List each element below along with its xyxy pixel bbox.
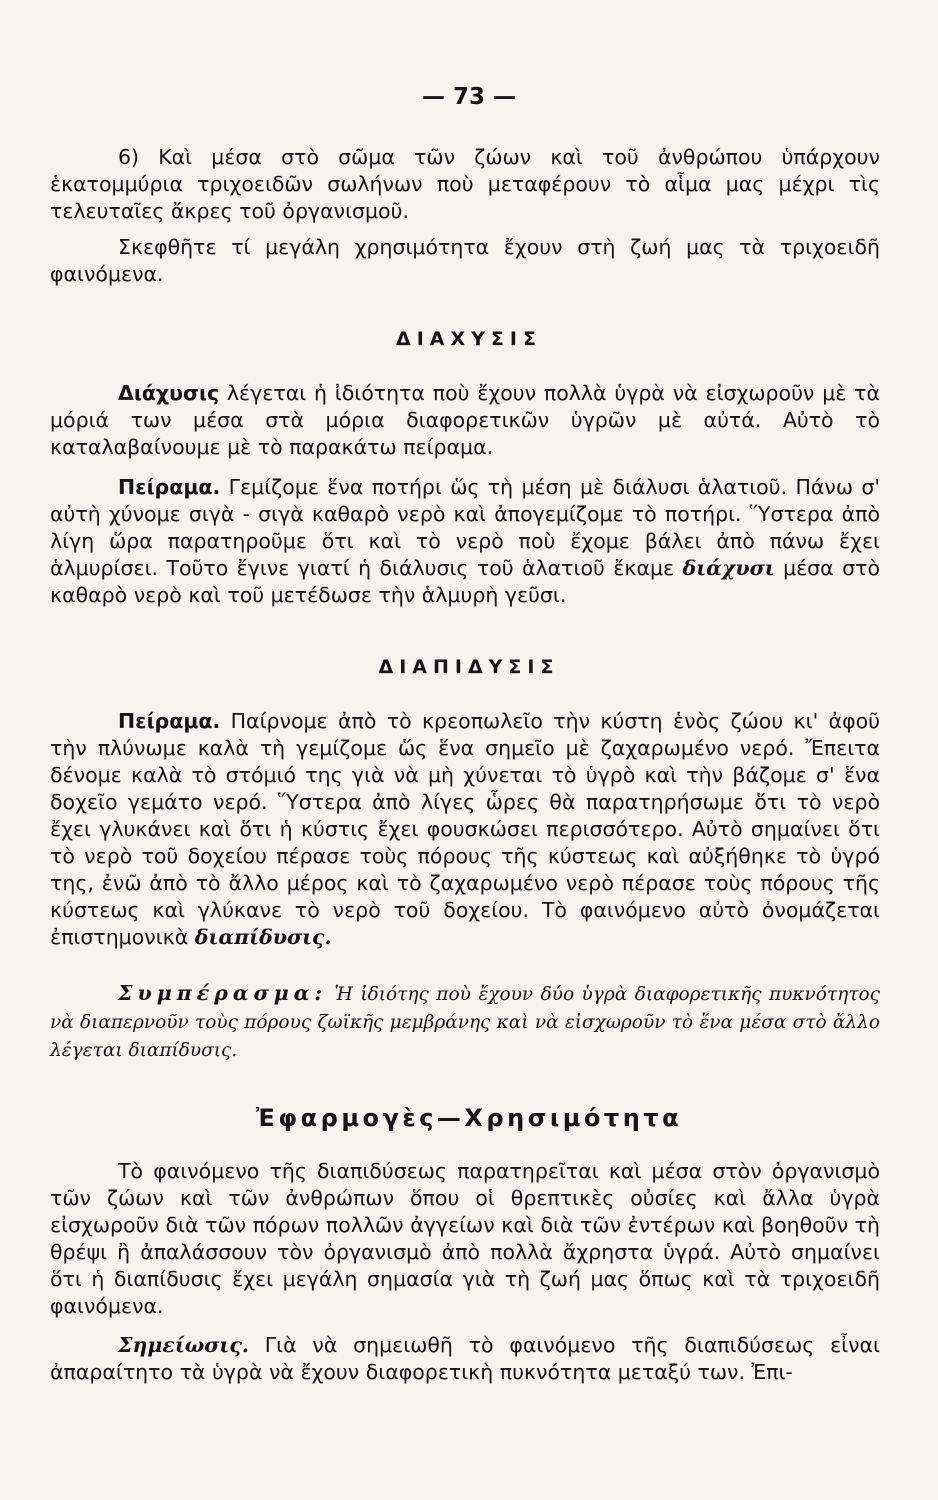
diachysis-term: Διάχυσις bbox=[118, 381, 220, 405]
intro-conclusion-text: Σκεφθῆτε τί μεγάλη χρησιμότητα ἔχουν στὴ ζωή μας τὰ τριχοειδῆ φαινόμενα. bbox=[50, 235, 880, 286]
diachysis-definition-text: λέγεται ἡ ἰδιότητα ποὺ ἔχουν πολλὰ ὑγρὰ νὰ εἰσχωροῦν μὲ τὰ μόριά των μέσα στὰ μόρια διαφορετικῶν ὑγρῶν μὲ αὐτά. Αὐτὸ τὸ καταλαβαίνουμε μὲ τὸ παρακάτω πείραμα. bbox=[50, 381, 880, 459]
intro-paragraph bbox=[50, 144, 880, 225]
diachysis-experiment-text-1: Γεμίζομε ἕνα ποτήρι ὥς τὴ μέση μὲ διάλυσι ἁλατιοῦ. Πάνω σ' αὐτὴ χύνομε σιγὰ - σιγὰ καθαρὸ νερὸ καὶ ἀπογεμίζομε τὸ ποτήρι. Ὕστερα ἀπὸ λίγη ὥρα παρατηροῦμε ὅτι καὶ τὸ νερὸ ποὺ ἔχομε βάλει ἀπὸ πάνω ἔχει ἁλμυρίσει. Τοῦτο ἔγινε γιατί ἡ διάλυσις τοῦ ἁλατιοῦ ἔκαμε bbox=[50, 475, 880, 580]
diachysis-definition-paragraph bbox=[50, 380, 880, 461]
applications-text: Τὸ φαινόμενο τῆς διαπιδύσεως παρατηρεῖται καὶ μέσα στὸν ὀργανισμὸ τῶν ζώων καὶ τῶν ἀνθρώπων ὅπου οἱ θρεπτικὲς οὐσίες καὶ ἄλλα ὑγρὰ εἰσχωροῦν διὰ τῶν πόρων πολλῶν ἀγγείων καὶ διὰ τῶν ἐντέρων καὶ βοηθοῦν τὴ θρέψι ἢ ἀπαλάσσουν τὸν ὀργανισμὸ ἀπὸ πολλὰ ἄχρηστα ὑγρά. Αὐτὸ σημαίνει ὅτι ἡ διαπίδυσις ἔχει μεγάλη σημασία γιὰ τὴ ζωή μας ὅπως καὶ τὰ τριχοειδῆ φαινόμενα. bbox=[50, 1159, 880, 1318]
diachysis-experiment-label: Πείραμα. bbox=[118, 475, 221, 499]
applications-paragraph bbox=[50, 1158, 880, 1320]
diapidysis-heading: ΔΙΑΠΙΔΥΣΙΣ bbox=[378, 656, 560, 678]
diachysis-experiment-paragraph bbox=[50, 474, 880, 609]
diachysis-italic-term: διάχυσι bbox=[682, 556, 775, 580]
applications-title: Ἐφαρμογὲς—Χρησιμότητα bbox=[255, 1104, 683, 1132]
conclusion-text: Ἡ ἰδιότης ποὺ ἔχουν δύο ὑγρὰ διαφορετικῆς πυκνότητος νὰ διαπερνοῦν τοὺς πόρους ζωϊκῆς μεμβράνης καὶ νὰ εἰσχωροῦν τὸ ἕνα μέσα στὸ ἄλλο λέγεται διαπίδυσις. bbox=[50, 984, 880, 1061]
note-label: Σημείωσις. bbox=[118, 1333, 249, 1357]
note-paragraph bbox=[50, 1332, 880, 1386]
conclusion-label: Συμπέρασμα: bbox=[118, 981, 328, 1005]
diachysis-experiment-text-2: μέσα στὸ καθαρὸ νερὸ καὶ τοῦ μετέδωσε τὴν ἁλμυρὴ γεῦσι. bbox=[50, 556, 880, 607]
diapidysis-conclusion-paragraph bbox=[50, 980, 880, 1064]
diapidysis-experiment-text: Παίρνομε ἀπὸ τὸ κρεοπωλεῖο τὴν κύστη ἑνὸς ζώου κι' ἀφοῦ τὴν πλύνωμε καλὰ τὴ γεμίζομε ὥς ἕνα σημεῖο μὲ ζαχαρωμένο νερό. Ἔπειτα δένομε καλὰ τὸ στόμιό της γιὰ νὰ μὴ χύνεται τὸ ὑγρὸ καὶ τὴν βάζομε σ' ἕνα δοχεῖο γεμάτο νερό. Ὕστερα ἀπὸ λίγες ὧρες θὰ παρατηρήσωμε ὅτι τὸ νερὸ ἔχει γλυκάνει καὶ ὅτι ἡ κύστις ἔχει φουσκώσει περισσότερο. Αὐτὸ σημαίνει ὅτι τὸ νερὸ τοῦ δοχείου πέρασε τοὺς πόρους τῆς κύστεως καὶ αὐξήθηκε τὸ ὑγρό της, ἐνῶ ἀπὸ τὸ ἄλλο μέρος καὶ τὸ ζαχαρωμένο νερὸ πέρασε τοὺς πόρους τῆς κύστεως καὶ γλύκανε τὸ νερὸ τοῦ δοχείου. Τὸ φαινόμενο αὐτὸ ὀνομάζεται ἐπιστημονικὰ bbox=[50, 709, 880, 949]
diachysis-heading: ΔΙΑΧΥΣΙΣ bbox=[396, 328, 542, 350]
diapidysis-experiment-paragraph bbox=[50, 708, 880, 951]
note-text: Γιὰ νὰ σημειωθῆ τὸ φαινόμενο τῆς διαπιδύσεως εἶναι ἀπαραίτητο τὰ ὑγρὰ νὰ ἔχουν διαφορετικὴ πυκνότητα μεταξύ των. Ἐπι- bbox=[50, 1333, 880, 1384]
intro-text: 6) Καὶ μέσα στὸ σῶμα τῶν ζώων καὶ τοῦ ἀνθρώπου ὑπάρχουν ἑκατομμύρια τριχοειδῶν σωλήνων ποὺ μεταφέρουν τὸ αἷμα μας μέχρι τὶς τελευταῖες ἄκρες τοῦ ὀργανισμοῦ. bbox=[50, 145, 880, 223]
intro-conclusion-paragraph bbox=[50, 234, 880, 288]
diapidysis-experiment-label: Πείραμα. bbox=[118, 709, 221, 733]
page-number: — 73 — bbox=[421, 84, 517, 110]
diapidysis-term: διαπίδυσις. bbox=[194, 925, 332, 949]
